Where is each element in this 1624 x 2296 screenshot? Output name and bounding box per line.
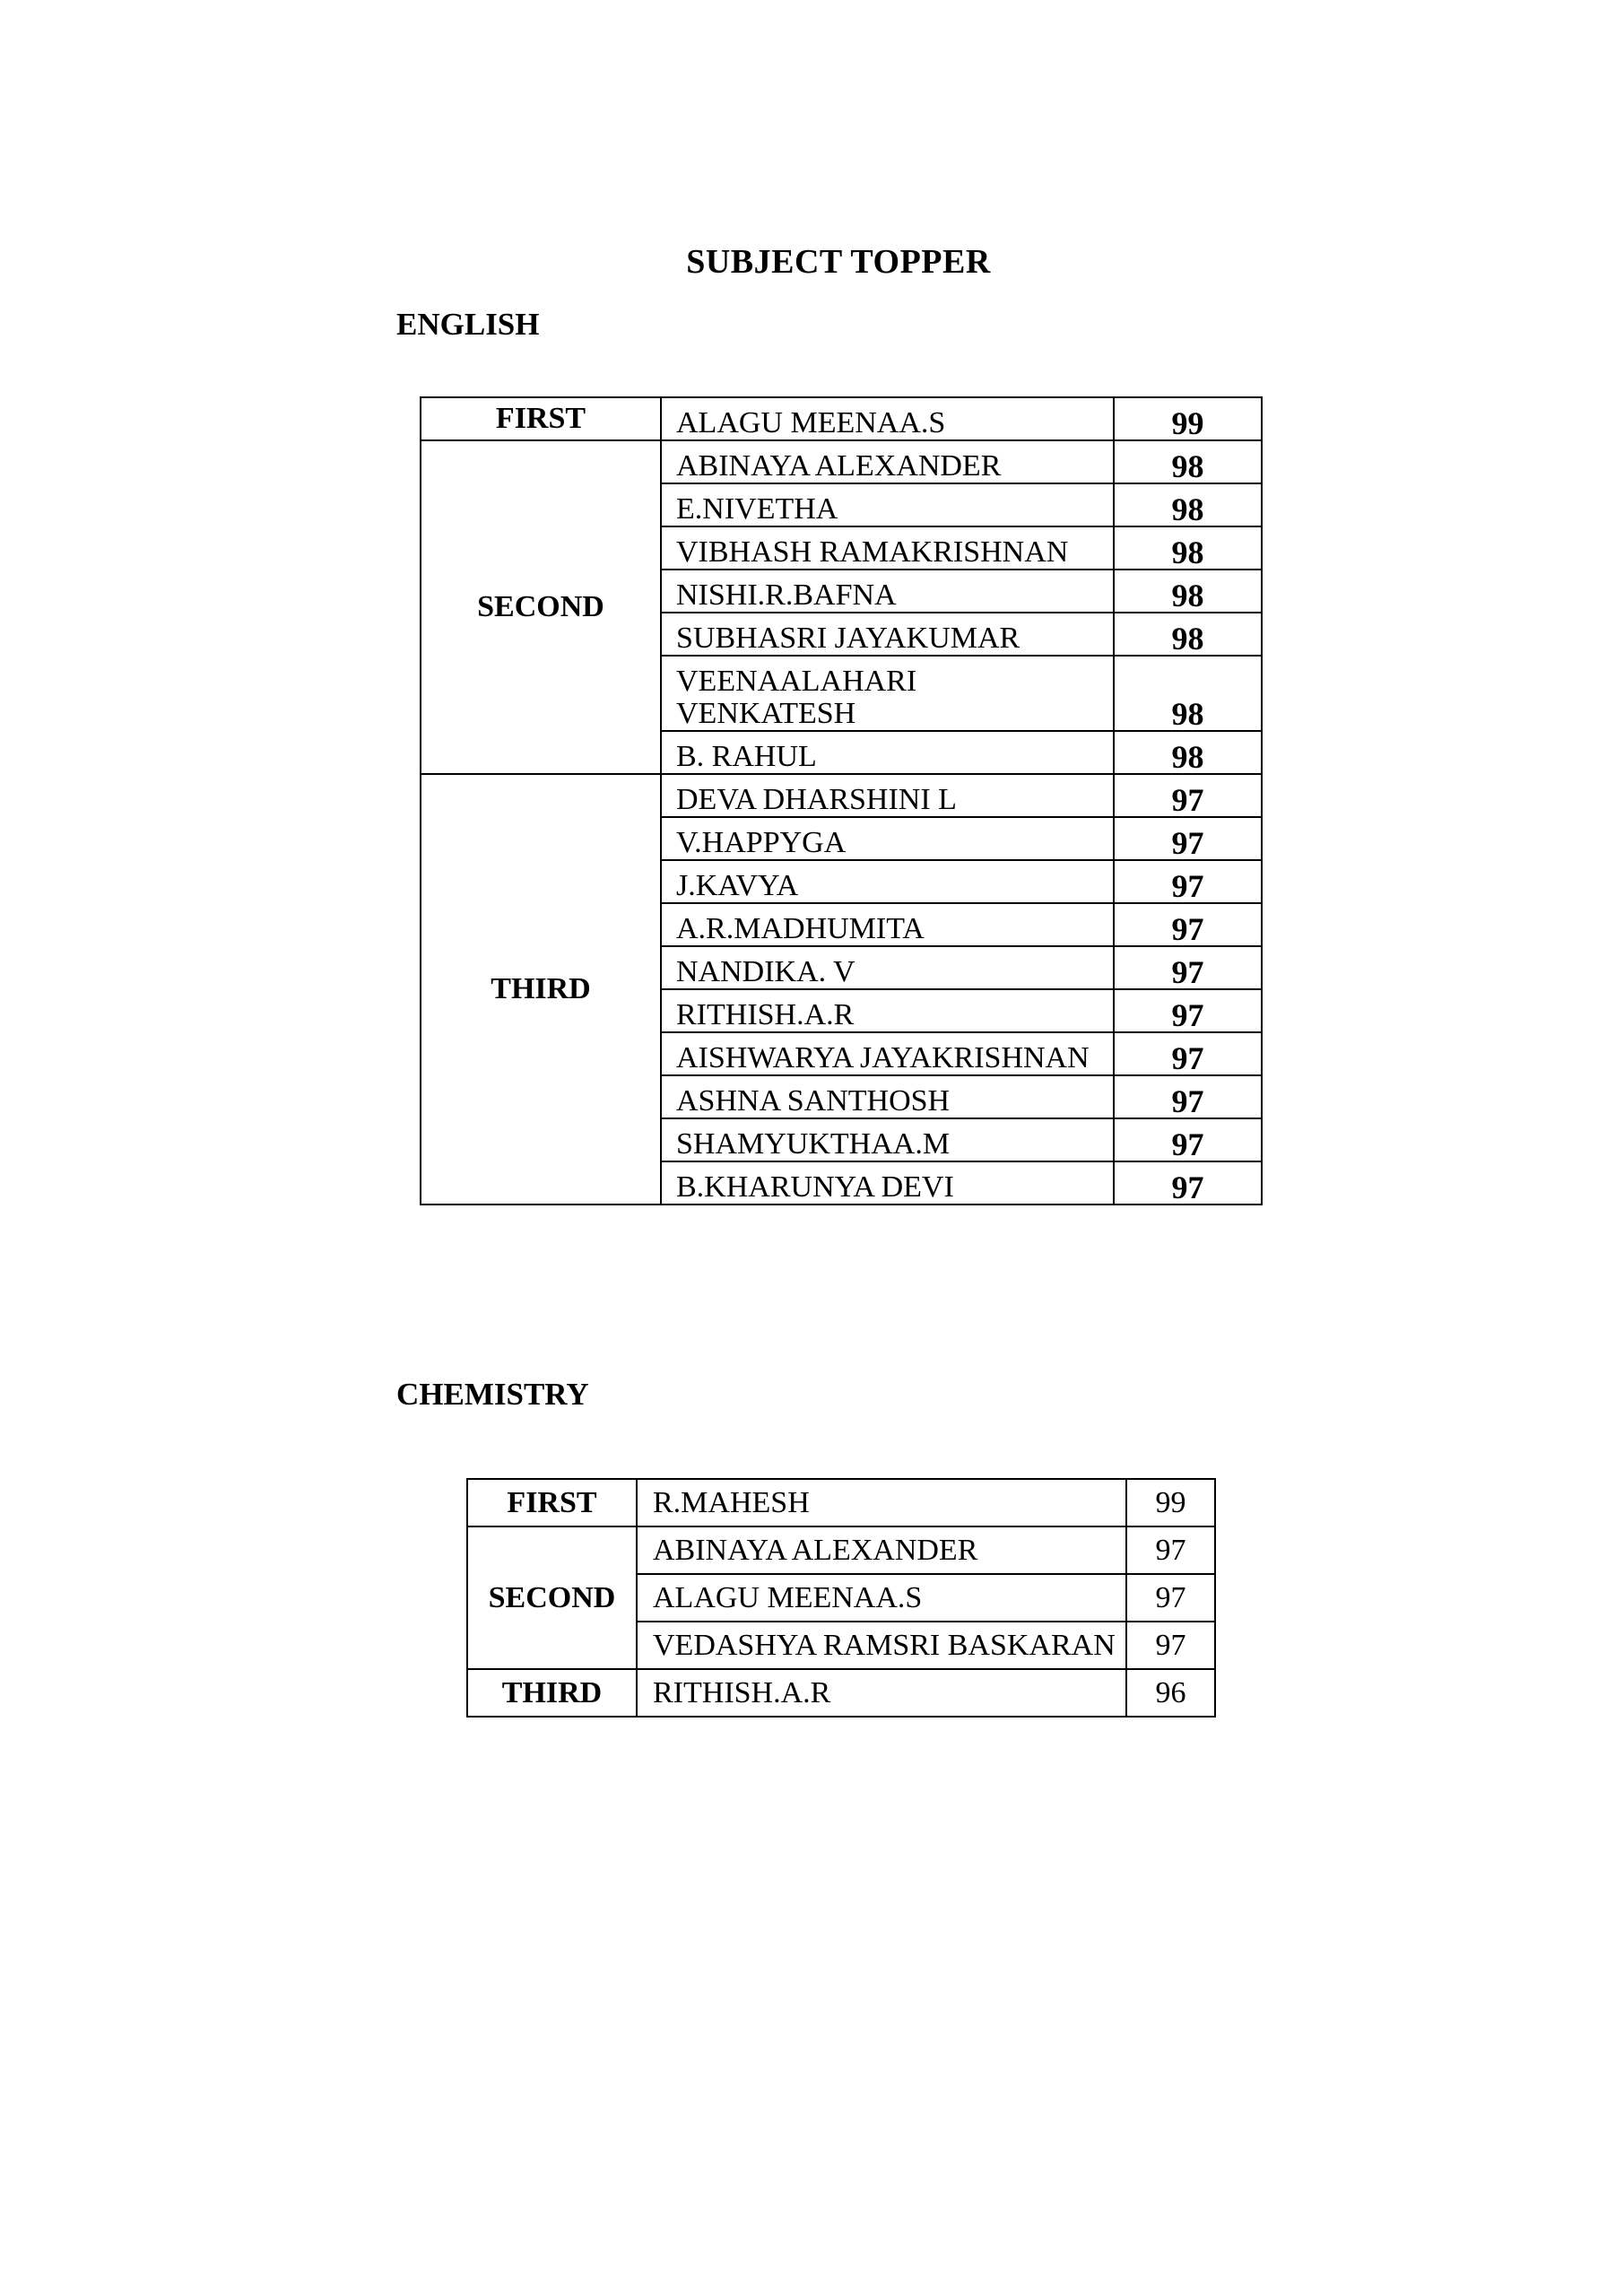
student-name: SUBHASRI JAYAKUMAR xyxy=(661,613,1114,656)
student-name-text: VEENAALAHARI VENKATESH xyxy=(676,665,917,730)
student-mark: 97 xyxy=(1114,946,1262,989)
student-name: E.NIVETHA xyxy=(661,483,1114,526)
student-name: NANDIKA. V xyxy=(661,946,1114,989)
student-mark: 98 xyxy=(1114,440,1262,483)
student-name: A.R.MADHUMITA xyxy=(661,903,1114,946)
table-row xyxy=(421,440,1262,483)
student-name: ABINAYA ALEXANDER xyxy=(637,1526,1126,1574)
rank-first: FIRST xyxy=(421,397,661,440)
student-mark: 98 xyxy=(1114,656,1262,731)
student-mark: 97 xyxy=(1114,1075,1262,1118)
student-name: ALAGU MEENAA.S xyxy=(661,397,1114,440)
student-name: VEDASHYA RAMSRI BASKARAN xyxy=(637,1622,1126,1669)
student-name: VIBHASH RAMAKRISHNAN xyxy=(661,526,1114,570)
student-name: NISHI.R.BAFNA xyxy=(661,570,1114,613)
table-row xyxy=(421,774,1262,817)
student-mark: 97 xyxy=(1114,989,1262,1032)
chemistry-heading: CHEMISTRY xyxy=(396,1377,589,1412)
student-name: ALAGU MEENAA.S xyxy=(637,1574,1126,1622)
student-mark: 99 xyxy=(1114,397,1262,440)
student-mark: 97 xyxy=(1114,903,1262,946)
student-mark: 97 xyxy=(1114,1032,1262,1075)
table-row xyxy=(421,397,1262,440)
table-row xyxy=(467,1479,1215,1526)
student-mark: 98 xyxy=(1114,526,1262,570)
rank-third: THIRD xyxy=(467,1669,637,1717)
student-mark: 98 xyxy=(1114,731,1262,774)
student-mark: 98 xyxy=(1114,613,1262,656)
student-mark: 97 xyxy=(1114,860,1262,903)
student-name: R.MAHESH xyxy=(637,1479,1126,1526)
student-name: ASHNA SANTHOSH xyxy=(661,1075,1114,1118)
english-heading: ENGLISH xyxy=(396,307,540,342)
student-name: SHAMYUKTHAA.M xyxy=(661,1118,1114,1161)
student-name: RITHISH.A.R xyxy=(637,1669,1126,1717)
english-topper-table xyxy=(420,396,1263,1205)
rank-first: FIRST xyxy=(467,1479,637,1526)
page-title: SUBJECT TOPPER xyxy=(686,243,991,281)
student-mark: 97 xyxy=(1114,774,1262,817)
table-row xyxy=(467,1669,1215,1717)
student-mark: 96 xyxy=(1126,1669,1215,1717)
student-name: B.KHARUNYA DEVI xyxy=(661,1161,1114,1205)
student-name: ABINAYA ALEXANDER xyxy=(661,440,1114,483)
rank-third: THIRD xyxy=(421,774,661,1205)
student-mark: 97 xyxy=(1126,1622,1215,1669)
student-mark: 97 xyxy=(1126,1526,1215,1574)
chemistry-topper-table xyxy=(466,1478,1216,1718)
student-mark: 97 xyxy=(1114,817,1262,860)
rank-second: SECOND xyxy=(421,440,661,774)
table-row xyxy=(467,1526,1215,1574)
student-name: V.HAPPYGA xyxy=(661,817,1114,860)
rank-second: SECOND xyxy=(467,1526,637,1669)
student-mark: 99 xyxy=(1126,1479,1215,1526)
student-name: AISHWARYA JAYAKRISHNAN xyxy=(661,1032,1114,1075)
student-mark: 98 xyxy=(1114,570,1262,613)
student-mark: 97 xyxy=(1126,1574,1215,1622)
student-mark: 97 xyxy=(1114,1161,1262,1205)
student-name: DEVA DHARSHINI L xyxy=(661,774,1114,817)
student-name: B. RAHUL xyxy=(661,731,1114,774)
student-name: J.KAVYA xyxy=(661,860,1114,903)
student-mark: 97 xyxy=(1114,1118,1262,1161)
student-name: RITHISH.A.R xyxy=(661,989,1114,1032)
student-name xyxy=(661,656,1114,731)
student-mark: 98 xyxy=(1114,483,1262,526)
